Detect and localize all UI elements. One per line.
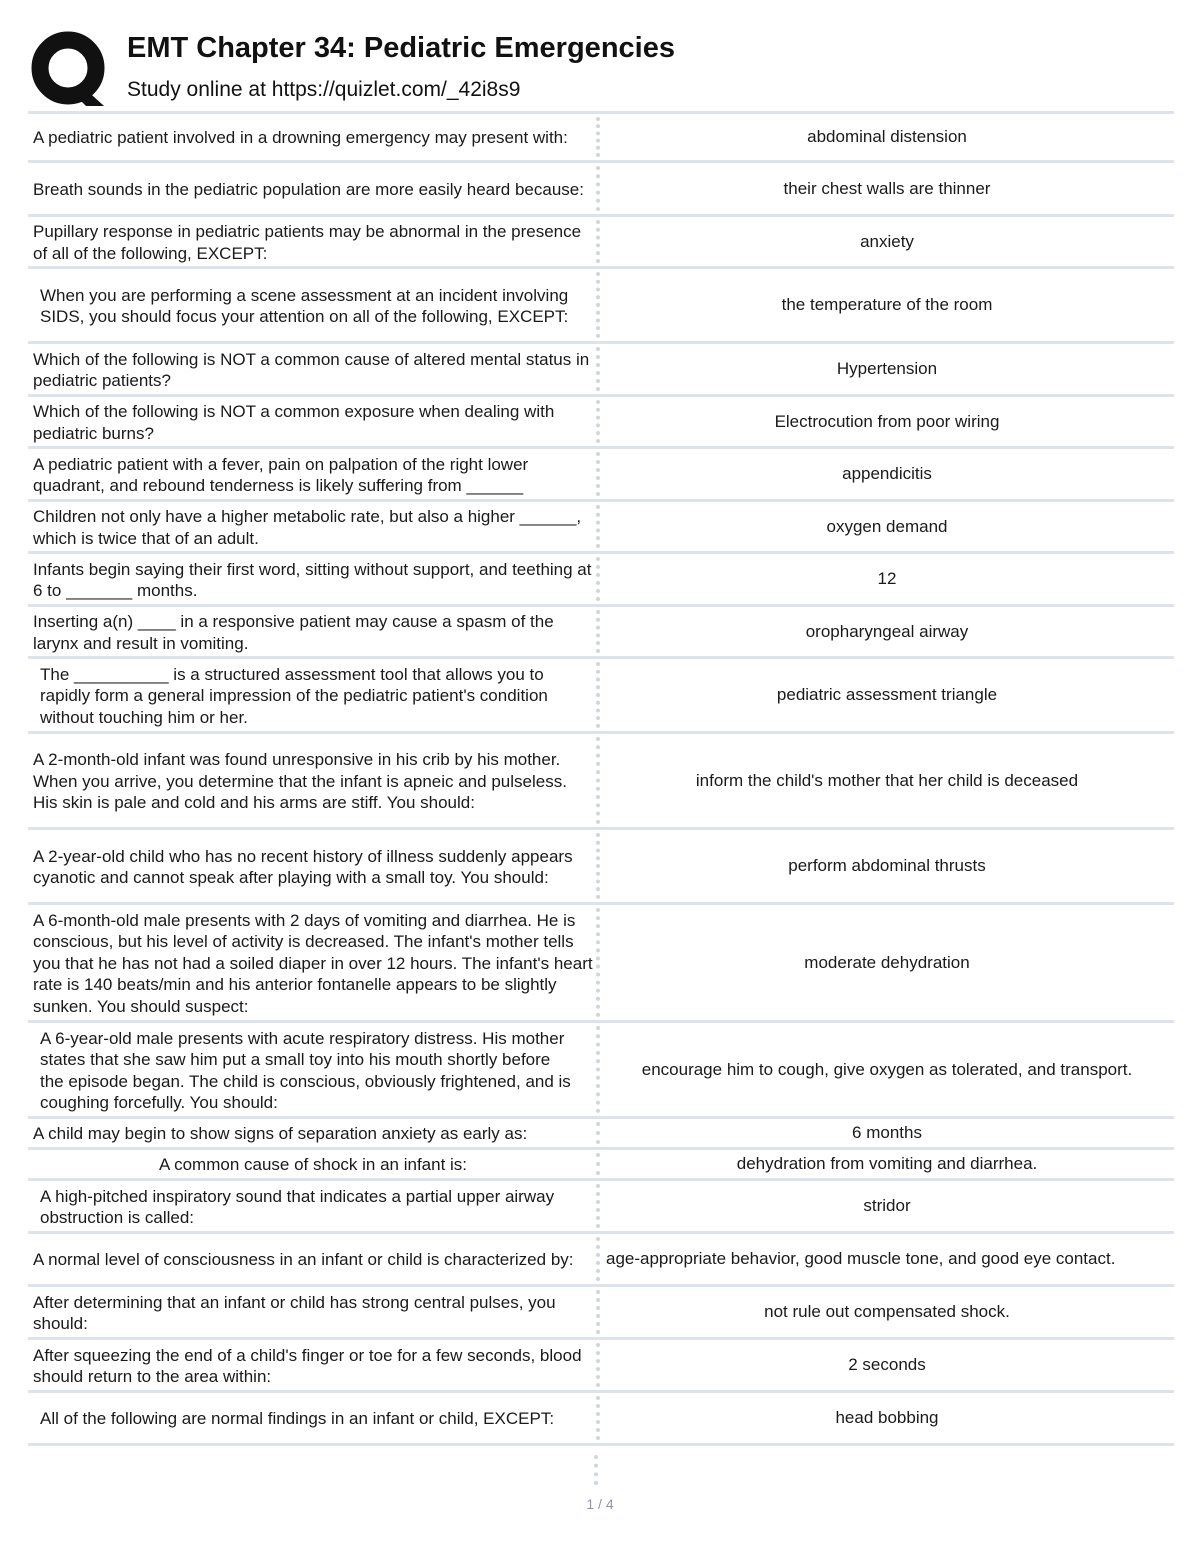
flashcard-row bbox=[28, 1119, 1174, 1150]
term-text: A normal level of consciousness in an infant or child is characterized by: bbox=[33, 1250, 574, 1270]
flashcard-row bbox=[28, 1150, 1174, 1181]
term-text: A 6-year-old male presents with acute respiratory distress. His mother states that she saw him put a small toy into his mouth shortly before the episode began. The child is conscious, obviously frightened, and is coughing forcefully. You should: bbox=[40, 1028, 571, 1112]
definition-text: stridor bbox=[863, 1196, 911, 1216]
column-divider-trail bbox=[594, 1455, 598, 1485]
flashcard-row bbox=[28, 659, 1174, 734]
term-text: After determining that an infant or child has strong central pulses, you should: bbox=[33, 1292, 556, 1333]
flashcard-row bbox=[28, 1234, 1174, 1287]
term-text: A pediatric patient with a fever, pain on palpation of the right lower quadrant, and rebound tenderness is likely suffering from ______ bbox=[33, 454, 529, 495]
flashcard-row bbox=[28, 344, 1174, 397]
flashcard-row bbox=[28, 269, 1174, 344]
term-text: The __________ is a structured assessment tool that allows you to rapidly form a general impression of the pediatric patient's condition without touching him or her. bbox=[40, 664, 548, 727]
definition-text: anxiety bbox=[860, 231, 914, 251]
definition-text: 2 seconds bbox=[848, 1355, 926, 1375]
definition-text: Electrocution from poor wiring bbox=[774, 411, 1000, 431]
document-title: EMT Chapter 34: Pediatric Emergencies bbox=[127, 32, 675, 64]
flashcard-row bbox=[28, 1287, 1174, 1340]
term-text: A 2-year-old child who has no recent history of illness suddenly appears cyanotic and cannot speak after playing with a small toy. You should: bbox=[33, 846, 573, 887]
definition-text: pediatric assessment triangle bbox=[776, 685, 998, 705]
definition-text: 12 bbox=[877, 569, 897, 589]
flashcard-row bbox=[28, 449, 1174, 502]
term-text: Inserting a(n) ____ in a responsive patient may cause a spasm of the larynx and result in vomiting. bbox=[33, 612, 554, 653]
document-header bbox=[28, 26, 1178, 110]
flashcard-row bbox=[28, 163, 1174, 217]
flashcard-row bbox=[28, 607, 1174, 659]
term-text: A child may begin to show signs of separation anxiety as early as: bbox=[33, 1124, 528, 1144]
definition-text: encourage him to cough, give oxygen as tolerated, and transport. bbox=[641, 1059, 1133, 1079]
page-number: 1 / 4 bbox=[586, 1496, 614, 1512]
term-text: A common cause of shock in an infant is: bbox=[158, 1155, 468, 1175]
definition-text: abdominal distension bbox=[807, 127, 967, 147]
flashcard-row bbox=[28, 397, 1174, 449]
study-online-link[interactable]: Study online at https://quizlet.com/_42i8s9 bbox=[127, 78, 521, 101]
definition-text: appendicitis bbox=[842, 464, 932, 484]
flashcard-row bbox=[28, 554, 1174, 607]
term-text: All of the following are normal findings in an infant or child, EXCEPT: bbox=[40, 1409, 555, 1429]
definition-text: the temperature of the room bbox=[781, 295, 993, 315]
term-text: A high-pitched inspiratory sound that indicates a partial upper airway obstruction is called: bbox=[40, 1186, 555, 1227]
term-text: A pediatric patient involved in a drowning emergency may present with: bbox=[33, 128, 568, 148]
flashcard-row bbox=[28, 111, 1174, 163]
flashcard-row bbox=[28, 905, 1174, 1023]
definition-text: inform the child's mother that her child is deceased bbox=[695, 770, 1079, 790]
term-text: A 6-month-old male presents with 2 days of vomiting and diarrhea. He is conscious, but his level of activity is decreased. The infant's mother tells you that he has not had a soiled diaper in over 12 hours. The infant's heart rate is 140 beats/min and his anterior fontanelle appears to be slightly sunken. You should suspect: bbox=[33, 910, 593, 1016]
term-text: Which of the following is NOT a common exposure when dealing with pediatric burns? bbox=[33, 402, 555, 443]
flashcard-row bbox=[28, 502, 1174, 554]
flashcard-row bbox=[28, 830, 1174, 905]
term-text: A 2-month-old infant was found unresponsive in his crib by his mother. When you arrive, you determine that the infant is apneic and pulseless. His skin is pale and cold and his arms are stiff. You should: bbox=[33, 750, 567, 813]
definition-text: head bobbing bbox=[835, 1408, 939, 1428]
definition-text: oxygen demand bbox=[826, 516, 948, 536]
flashcard-row bbox=[28, 1340, 1174, 1393]
definition-text: their chest walls are thinner bbox=[783, 178, 991, 198]
flashcard-row bbox=[28, 1181, 1174, 1234]
definition-text: Hypertension bbox=[836, 359, 938, 379]
definition-text: oropharyngeal airway bbox=[805, 621, 969, 641]
term-text: Children not only have a higher metabolic rate, but also a higher ______, which is twice that of an adult. bbox=[33, 507, 582, 548]
term-text: When you are performing a scene assessment at an incident involving SIDS, you should focus your attention on all of the following, EXCEPT: bbox=[40, 285, 569, 326]
term-text: Breath sounds in the pediatric population are more easily heard because: bbox=[33, 179, 584, 199]
term-text: After squeezing the end of a child's finger or toe for a few seconds, blood should return to the area within: bbox=[33, 1345, 582, 1386]
definition-text: age-appropriate behavior, good muscle tone, and good eye contact. bbox=[606, 1249, 1116, 1269]
flashcard-row bbox=[28, 1023, 1174, 1119]
term-text: Infants begin saying their first word, sitting without support, and teething at 6 to _______ months. bbox=[33, 559, 592, 600]
definition-text: not rule out compensated shock. bbox=[764, 1302, 1010, 1322]
definition-text: perform abdominal thrusts bbox=[788, 856, 986, 876]
flashcard-row bbox=[28, 217, 1174, 269]
flashcard-row bbox=[28, 734, 1174, 830]
definition-text: dehydration from vomiting and diarrhea. bbox=[736, 1154, 1038, 1174]
flashcard-row bbox=[28, 1393, 1174, 1446]
quizlet-logo-icon bbox=[30, 30, 110, 110]
term-text: Pupillary response in pediatric patients may be abnormal in the presence of all of the following, EXCEPT: bbox=[33, 222, 582, 263]
flashcard-table bbox=[28, 111, 1174, 1446]
definition-text: moderate dehydration bbox=[804, 952, 970, 972]
definition-text: 6 months bbox=[852, 1123, 922, 1143]
term-text: Which of the following is NOT a common cause of altered mental status in pediatric patients? bbox=[33, 349, 590, 390]
